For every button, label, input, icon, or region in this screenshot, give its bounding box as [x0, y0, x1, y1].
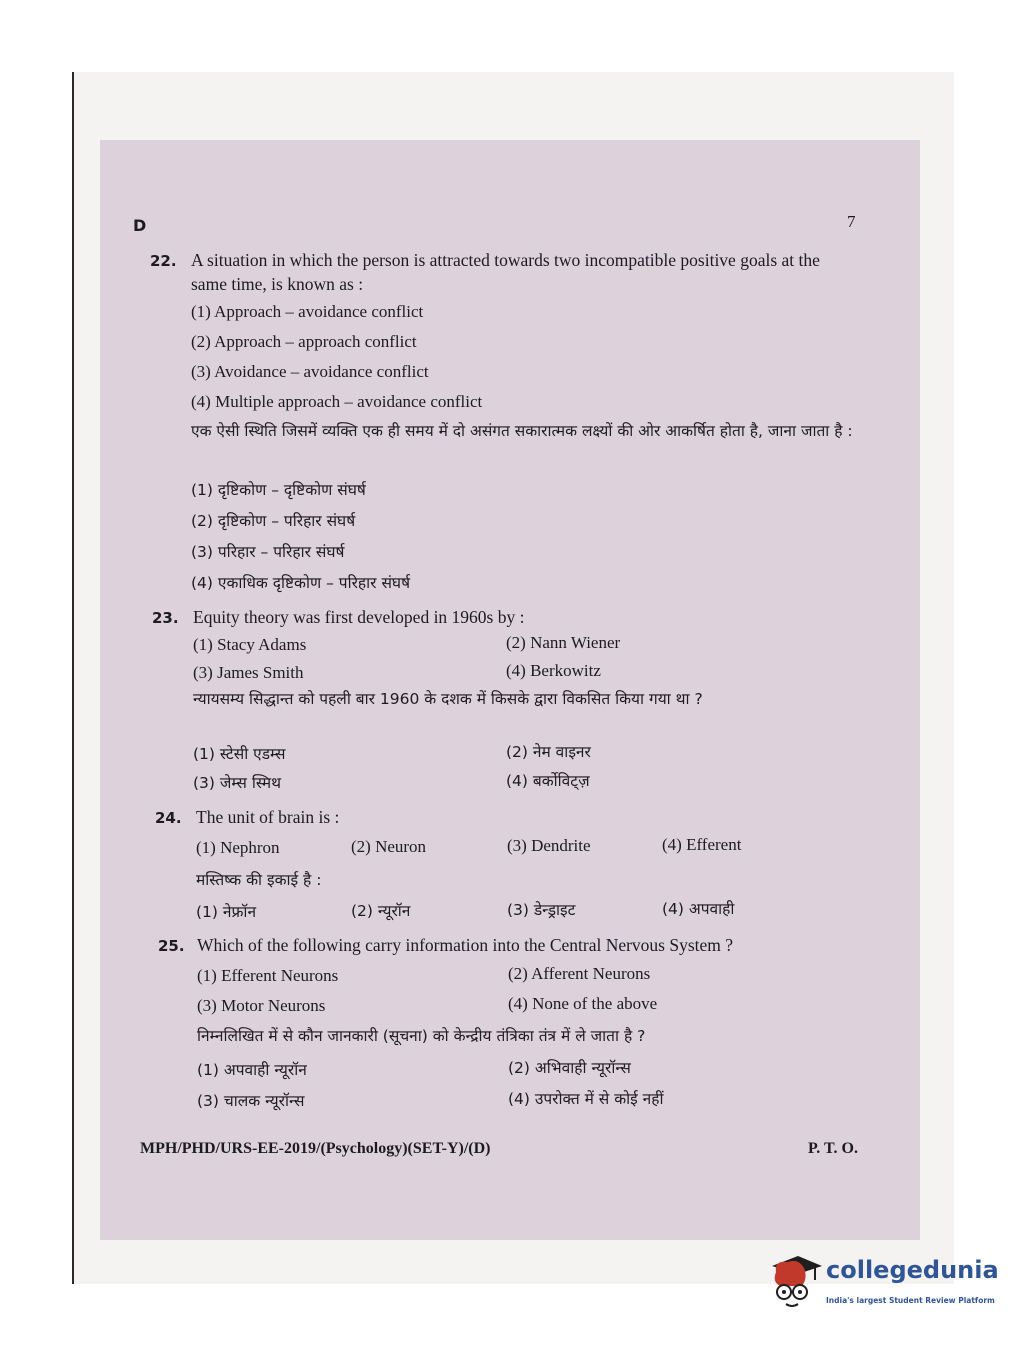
option-hi: (3) डेन्ड्राइट: [507, 901, 576, 919]
question-text-hi: निम्नलिखित में से कौन जानकारी (सूचना) को केन्द्रीय तंत्रिका तंत्र में ले जाता है ?: [197, 1027, 646, 1045]
page-number: 7: [847, 212, 856, 231]
option-hi: (3) चालक न्यूरॉन्स: [197, 1092, 305, 1110]
graduate-mascot-icon: [768, 1252, 822, 1314]
option-hi: (4) उपरोक्त में से कोई नहीं: [508, 1090, 664, 1108]
option-hi: (2) न्यूरॉन: [351, 902, 411, 920]
option-en: (3) Dendrite: [507, 836, 591, 855]
option-en: (3) Motor Neurons: [197, 996, 326, 1015]
option-en: (4) Berkowitz: [506, 661, 601, 680]
question-text-hi: एक ऐसी स्थिति जिसमें व्यक्ति एक ही समय में दो असंगत सकारात्मक लक्ष्यों की ओर आकर्षित होता है, जाना जाता है :: [191, 422, 853, 440]
question-text-hi: न्यायसम्य सिद्धान्त को पहली बार 1960 के दशक में किसके द्वारा विकसित किया गया था ?: [193, 690, 703, 708]
option-hi: (3) परिहार – परिहार संघर्ष: [191, 543, 345, 561]
question-text-en: Which of the following carry information into the Central Nervous System ?: [197, 935, 734, 955]
option-hi: (1) नेफ्रॉन: [196, 903, 257, 921]
paper-code: MPH/PHD/URS-EE-2019/(Psychology)(SET-Y)/(D): [140, 1140, 491, 1157]
question-text-en: The unit of brain is :: [196, 807, 340, 827]
option-en: (2) Nann Wiener: [506, 633, 621, 652]
set-letter: D: [133, 216, 147, 235]
option-en: (1) Nephron: [196, 838, 280, 857]
please-turn-over: P. T. O.: [808, 1140, 858, 1157]
question-number: 25.: [158, 937, 185, 955]
question-number: 24.: [155, 809, 182, 827]
option-en: (4) Efferent: [662, 835, 742, 854]
logo-tagline: India's largest Student Review Platform: [826, 1296, 995, 1305]
option-hi: (1) अपवाही न्यूरॉन: [197, 1061, 307, 1079]
option-en: (3) James Smith: [193, 663, 304, 682]
option-en: (4) Multiple approach – avoidance conflict: [191, 392, 483, 411]
option-en: (2) Neuron: [351, 837, 427, 856]
question-text-hi: मस्तिष्क की इकाई है :: [196, 871, 322, 889]
option-en: (1) Stacy Adams: [193, 635, 307, 654]
option-en: (3) Avoidance – avoidance conflict: [191, 362, 429, 381]
question-text-en: A situation in which the person is attracted towards two incompatible positive goals at the same time, is known as :: [191, 250, 820, 294]
option-hi: (4) अपवाही: [662, 900, 735, 918]
option-en: (4) None of the above: [508, 994, 658, 1013]
question-number: 22.: [150, 252, 177, 270]
option-hi: (4) बर्कोविट्ज़: [506, 772, 590, 790]
option-hi: (3) जेम्स स्मिथ: [193, 774, 282, 792]
option-en: (1) Approach – avoidance conflict: [191, 302, 424, 321]
logo-wordmark: collegedunia: [826, 1256, 999, 1284]
option-hi: (1) दृष्टिकोण – दृष्टिकोण संघर्ष: [191, 481, 366, 499]
collegedunia-logo: [768, 1252, 998, 1314]
option-en: (2) Approach – approach conflict: [191, 332, 417, 351]
option-en: (2) Afferent Neurons: [508, 964, 651, 983]
option-hi: (4) एकाधिक दृष्टिकोण – परिहार संघर्ष: [191, 574, 411, 592]
question-text-en: Equity theory was first developed in 1960s by :: [193, 607, 525, 627]
option-en: (1) Efferent Neurons: [197, 966, 339, 985]
option-hi: (2) दृष्टिकोण – परिहार संघर्ष: [191, 512, 356, 530]
option-hi: (1) स्टेसी एडम्स: [193, 745, 286, 763]
option-hi: (2) नेम वाइनर: [506, 743, 591, 761]
option-hi: (2) अभिवाही न्यूरॉन्स: [508, 1059, 631, 1077]
question-number: 23.: [152, 609, 179, 627]
